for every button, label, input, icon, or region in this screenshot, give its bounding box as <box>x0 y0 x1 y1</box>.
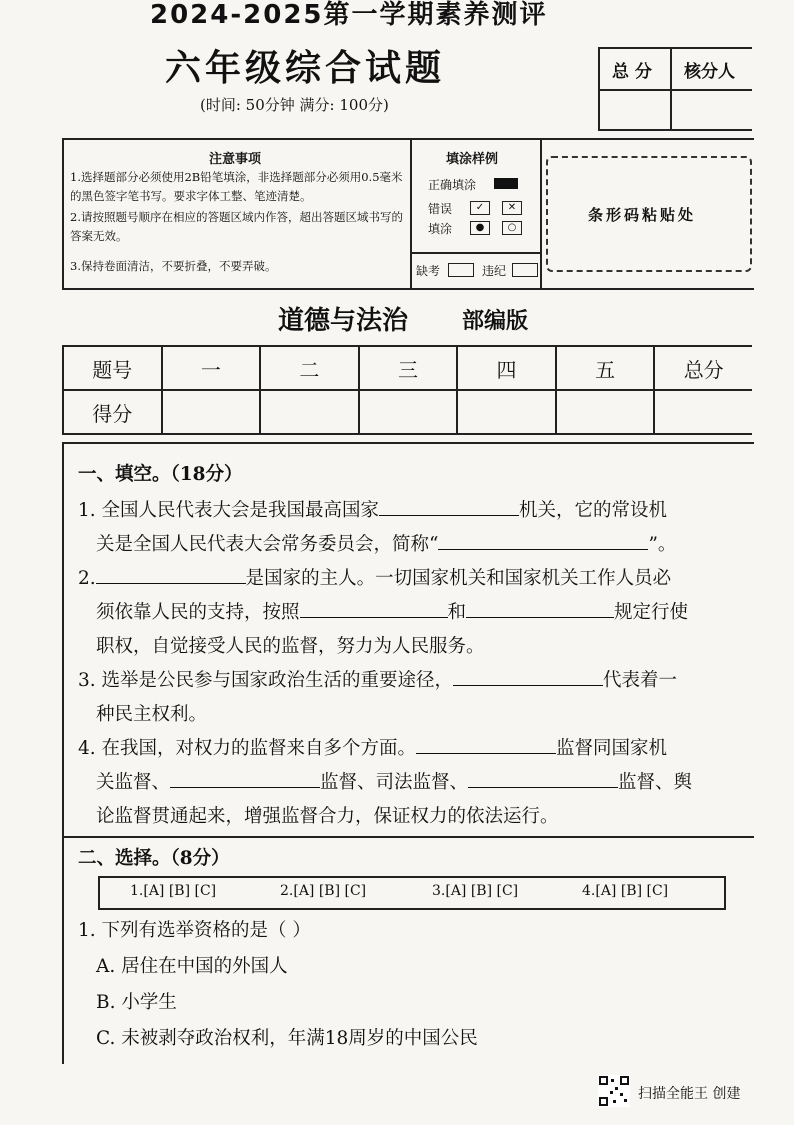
violation-box[interactable] <box>512 263 538 277</box>
table-cell: 一 <box>162 346 261 390</box>
score-table <box>62 345 752 435</box>
question-3-line-2: 种民主权利。 <box>96 704 208 725</box>
notice-item-1: 1.选择题部分必须使用2B铅笔填涂，非选择题部分必须用0.5毫米的黑色签字笔书写。要求字体工整、笔迹清楚。 <box>70 170 403 203</box>
table-row <box>63 390 752 434</box>
answer-blank[interactable] <box>300 599 448 618</box>
choice-answer-4[interactable]: 4.[A] [B] [C] <box>582 883 669 899</box>
table-cell: 得分 <box>63 390 162 434</box>
subject-title: 道德与法治 <box>278 306 409 336</box>
checker-label: 核分人 <box>684 62 735 82</box>
question-1-line-1: 1. 全国人民代表大会是我国最高国家 机关，它的常设机 <box>78 496 667 522</box>
table-cell: 总分 <box>654 346 752 390</box>
answer-blank[interactable] <box>96 565 246 584</box>
correct-fill-sample <box>494 178 518 189</box>
table-cell: 题号 <box>63 346 162 390</box>
check-mark-icon: ✓ <box>470 201 490 215</box>
total-score-box <box>598 47 752 131</box>
choice-question-1: 1. 下列有选举资格的是（ ） <box>78 920 311 941</box>
answer-blank[interactable] <box>379 497 519 516</box>
question-2-line-2: 须依靠人民的支持，按照 和 规定行使 <box>96 598 688 624</box>
score-input-cell[interactable] <box>556 390 655 434</box>
choice-answer-1[interactable]: 1.[A] [B] [C] <box>130 883 217 899</box>
answer-area <box>62 442 754 1064</box>
notice-panel <box>62 138 754 290</box>
notice-item-2: 2.请按照题号顺序在相应的答题区域内作答，超出答题区域书写的答案无效。 <box>70 210 403 243</box>
subject-edition: 部编版 <box>462 308 529 334</box>
table-cell: 四 <box>457 346 556 390</box>
part1-title: 一、填空。（18分） <box>78 464 243 485</box>
table-cell: 二 <box>260 346 359 390</box>
correct-fill-label: 正确填涂 <box>428 178 477 192</box>
absent-label: 缺考 <box>416 264 441 278</box>
choice-option-b: B. 小学生 <box>96 992 177 1013</box>
score-input-cell[interactable] <box>162 390 261 434</box>
question-4-line-1: 4. 在我国，对权力的监督来自多个方面。 监督同国家机 <box>78 734 667 760</box>
question-4-line-3: 论监督贯通起来，增强监督合力，保证权力的依法运行。 <box>96 806 559 827</box>
barcode-label: 条形码粘贴处 <box>588 206 697 224</box>
choice-option-c: C. 未被剥夺政治权利，年满18周岁的中国公民 <box>96 1028 478 1049</box>
question-1-line-2: 关是全国人民代表大会常务委员会，简称“ ”。 <box>96 530 676 556</box>
fill-sample-title: 填涂样例 <box>446 152 499 167</box>
violation-label: 违纪 <box>482 264 507 278</box>
answer-blank[interactable] <box>468 769 618 788</box>
total-score-label: 总 分 <box>612 62 652 82</box>
answer-blank[interactable] <box>466 599 614 618</box>
barcode-area <box>546 156 752 272</box>
question-3-line-1: 3. 选举是公民参与国家政治生活的重要途径， 代表着一 <box>78 666 677 692</box>
exam-subtitle: (时间: 50分钟 满分: 100分) <box>200 96 389 114</box>
table-cell: 五 <box>556 346 655 390</box>
answer-blank[interactable] <box>438 531 648 550</box>
cross-mark-icon: ✕ <box>502 201 522 215</box>
filled-dot-icon: ● <box>470 221 490 235</box>
choice-answer-strip <box>98 876 726 910</box>
score-input-cell[interactable] <box>359 390 458 434</box>
qr-code-icon <box>598 1075 630 1107</box>
choice-answer-2[interactable]: 2.[A] [B] [C] <box>280 883 367 899</box>
score-input-cell[interactable] <box>260 390 359 434</box>
score-input-cell[interactable] <box>457 390 556 434</box>
question-2-line-3: 职权，自觉接受人民的监督，努力为人民服务。 <box>96 636 485 657</box>
answer-blank[interactable] <box>416 735 556 754</box>
part2-title: 二、选择。（8分） <box>78 848 230 869</box>
watermark-text: 扫描全能王 创建 <box>638 1086 741 1102</box>
wrong-fill-label-2: 填涂 <box>428 222 453 236</box>
empty-circle-icon: ○ <box>502 221 522 235</box>
table-row <box>63 346 752 390</box>
choice-answer-3[interactable]: 3.[A] [B] [C] <box>432 883 519 899</box>
question-4-line-2: 关监督、 监督、司法监督、 监督、舆 <box>96 768 692 794</box>
notice-title: 注意事项 <box>209 152 262 167</box>
answer-blank[interactable] <box>453 667 603 686</box>
score-input-cell[interactable] <box>654 390 752 434</box>
question-2-line-1: 2. 是国家的主人。一切国家机关和国家机关工作人员必 <box>78 564 671 590</box>
answer-blank[interactable] <box>170 769 320 788</box>
notice-item-3: 3.保持卷面清洁，不要折叠，不要弄破。 <box>70 259 277 273</box>
wrong-fill-label-1: 错误 <box>428 202 453 216</box>
choice-option-a: A. 居住在中国的外国人 <box>96 956 288 977</box>
absent-box[interactable] <box>448 263 474 277</box>
exam-title: 六年级综合试题 <box>165 47 446 89</box>
term-title: 2024-2025第一学期素养测评 <box>150 0 548 30</box>
table-cell: 三 <box>359 346 458 390</box>
